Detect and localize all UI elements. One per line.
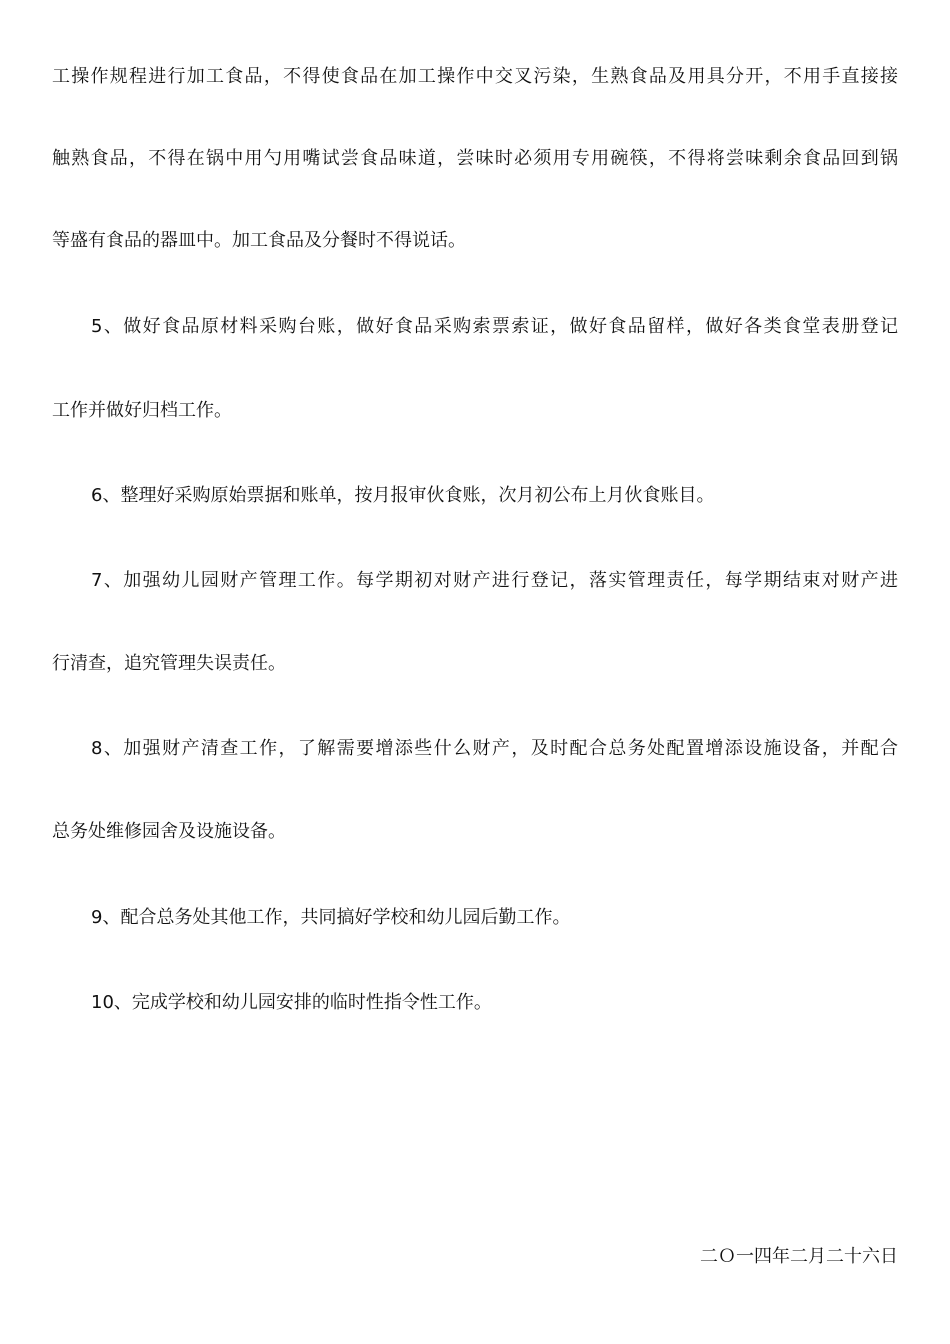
item-9: 9、配合总务处其他工作，共同搞好学校和幼儿园后勤工作。 [91, 907, 571, 928]
text-line-1: 工操作规程进行加工食品，不得使食品在加工操作中交叉污染，生熟食品及用具分开，不用手直接接 [52, 66, 898, 87]
item-8-line-1: 8、加强财产清查工作，了解需要增添些什么财产，及时配合总务处配置增添设施设备，并配合 [91, 738, 898, 759]
item-7-line-1: 7、加强幼儿园财产管理工作。每学期初对财产进行登记，落实管理责任，每学期结束对财产进 [91, 570, 898, 591]
item-6: 6、整理好采购原始票据和账单，按月报审伙食账，次月初公布上月伙食账目。 [91, 485, 715, 506]
item-5-line-1: 5、做好食品原材料采购台账，做好食品采购索票索证，做好食品留样，做好各类食堂表册登记 [91, 316, 898, 337]
item-7-line-2: 行清查，追究管理失误责任。 [52, 653, 286, 674]
item-5-line-2: 工作并做好归档工作。 [52, 400, 232, 421]
item-10: 10、完成学校和幼儿园安排的临时性指令性工作。 [91, 992, 492, 1013]
item-8-line-2: 总务处维修园舍及设施设备。 [52, 821, 286, 842]
text-line-2: 触熟食品，不得在锅中用勺用嘴试尝食品味道，尝味时必须用专用碗筷，不得将尝味剩余食品回到锅 [52, 148, 898, 169]
document-date: 二Ｏ一四年二月二十六日 [700, 1246, 898, 1267]
text-line-3: 等盛有食品的器皿中。加工食品及分餐时不得说话。 [52, 230, 466, 251]
